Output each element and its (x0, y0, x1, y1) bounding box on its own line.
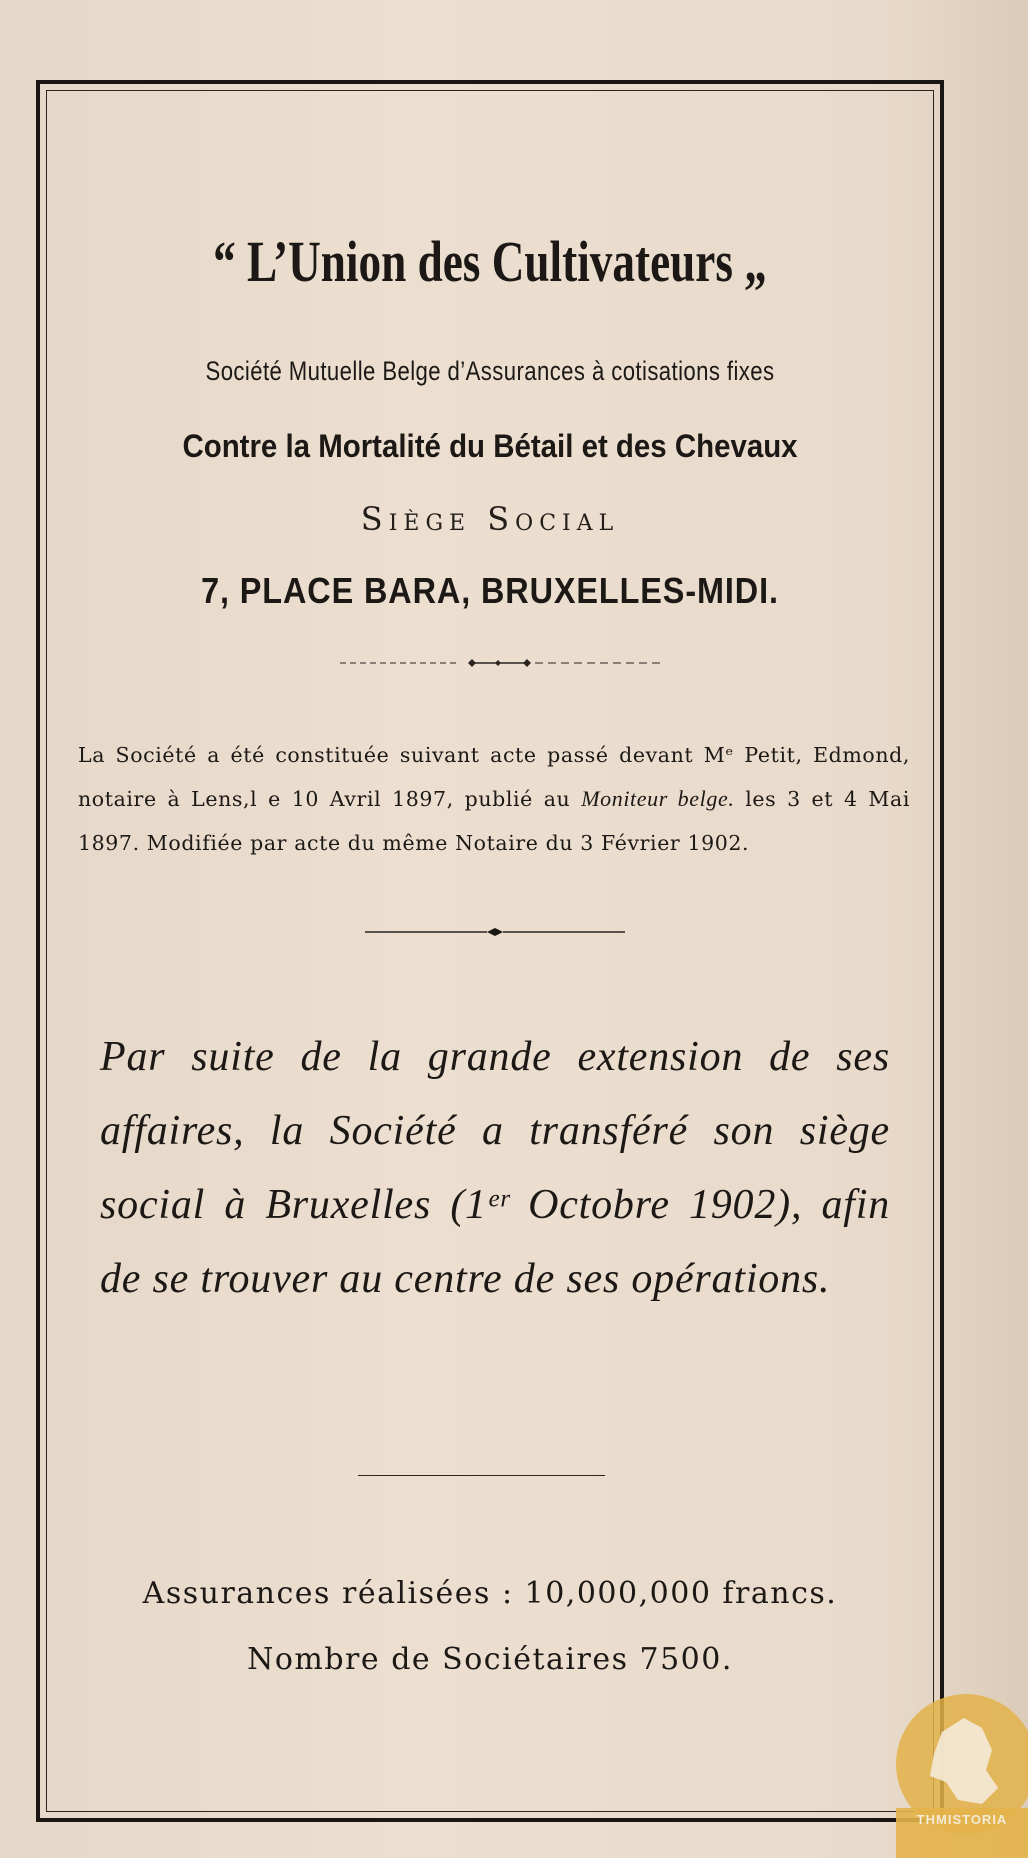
legal-text-1: La Société a été constituée suivant acte passé devant Mᵉ Petit, Edmond, notaire à Lens,l e 10 Avril 1897, publié au (78, 743, 910, 811)
diamond-rule (365, 925, 625, 939)
watermark-logo-icon (890, 1680, 1028, 1858)
society-title: “ L’Union des Cultivateurs „ (213, 229, 767, 294)
dashed-ornament (340, 656, 660, 670)
relocation-announcement (100, 1020, 890, 1316)
insurance-total: Assurances réalisées : 10,000,000 francs. (142, 1576, 838, 1611)
coverage-line: Contre la Mortalité du Bétail et des Chevaux (182, 428, 798, 464)
inner-border (46, 90, 934, 1812)
siege-social-label: Siège Social (360, 500, 620, 538)
legal-text-2: les 3 et 4 Mai 1897. Modifiée par acte du même Notaire du 3 Février 1902. (78, 787, 910, 855)
legal-notice (78, 733, 910, 865)
watermark-text: THMISTORIA (916, 1812, 1008, 1827)
plain-rule (358, 1475, 605, 1476)
address-line: 7, PLACE BARA, BRUXELLES-MIDI. (201, 570, 779, 611)
journal-name: Moniteur belge. (581, 786, 735, 811)
member-count: Nombre de Sociétaires 7500. (247, 1642, 733, 1677)
society-subtitle: Société Mutuelle Belge d’Assurances à cotisations fixes (205, 356, 775, 386)
announcement-text: Par suite de la grande extension de ses affaires, la Société a transféré son siège social à Bruxelles (1ᵉʳ Octobre 1902), afin de se trouver au centre de ses opérations. (100, 1034, 890, 1302)
